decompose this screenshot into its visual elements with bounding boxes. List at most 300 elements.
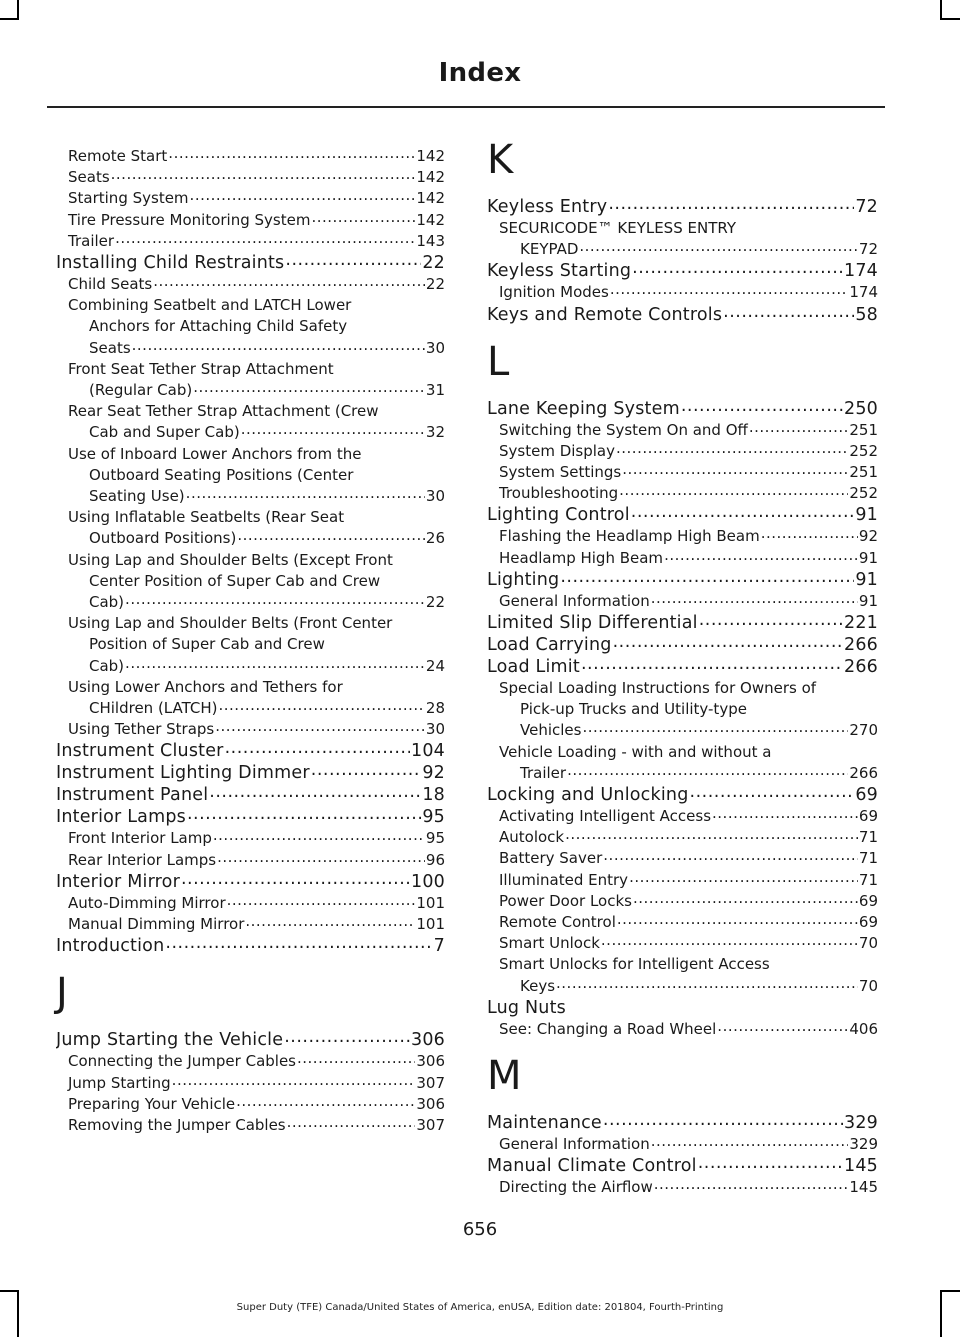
- section-letter: J: [56, 970, 68, 1017]
- dot-leader: [565, 827, 858, 845]
- index-entry-sub: [56, 274, 445, 295]
- index-entry-page: 22: [425, 593, 445, 612]
- index-entry-page: 142: [416, 189, 445, 208]
- dot-leader: [631, 504, 855, 523]
- dot-leader: [284, 1029, 410, 1048]
- index-entry-main: [56, 806, 445, 828]
- dot-leader: [681, 398, 843, 417]
- index-entry-page: 104: [410, 741, 445, 762]
- index-entry-sub: [487, 806, 878, 827]
- dot-leader: [749, 420, 849, 438]
- index-entry-page: 71: [858, 849, 878, 868]
- index-entry-sub-multiline: [56, 613, 445, 677]
- index-entry-main: [487, 634, 878, 656]
- index-entry-last-line: [56, 338, 445, 359]
- index-entry-last-line: [56, 656, 445, 677]
- dot-leader: [698, 1155, 843, 1174]
- index-entry-page: 252: [849, 484, 878, 503]
- index-entry-main: [56, 252, 445, 274]
- index-entry-sub: [56, 719, 445, 740]
- index-entry-sub-multiline: [56, 359, 445, 401]
- dot-leader: [610, 282, 849, 300]
- index-entry-label: Seats: [68, 168, 110, 187]
- index-entry-label: Load Carrying: [487, 635, 612, 656]
- dot-leader: [613, 634, 843, 653]
- index-entry-page: 270: [849, 721, 878, 740]
- index-entry-sub: [487, 1019, 878, 1040]
- index-entry-page: 91: [855, 505, 878, 526]
- dot-leader: [237, 528, 425, 546]
- index-entry-label: Keyless Entry: [487, 197, 608, 217]
- index-entry-label: Using Lap and Shoulder Belts (Front Center: [68, 614, 393, 633]
- dot-leader: [581, 656, 843, 675]
- index-entry-label: Power Door Locks: [499, 891, 632, 910]
- index-entry-sub: [56, 188, 445, 209]
- index-entry-label: Battery Saver: [499, 849, 603, 868]
- dot-leader: [582, 720, 848, 738]
- index-entry-page: 252: [849, 441, 878, 460]
- index-entry-page: 329: [849, 1135, 878, 1154]
- index-entry-sub: [56, 146, 445, 167]
- index-entry-label: Remote Control: [499, 913, 616, 932]
- crop-mark: [0, 18, 19, 20]
- index-entry-last-line: [56, 528, 445, 549]
- index-entry-page: 71: [858, 828, 878, 847]
- index-entry-sub: [487, 420, 878, 441]
- index-entry-page: 70: [858, 934, 878, 953]
- section-letter: M: [487, 1053, 522, 1100]
- index-entry-sub: [56, 1051, 445, 1072]
- index-entry-last-line: [487, 239, 878, 260]
- index-entry-last-line: [487, 976, 878, 997]
- dot-leader: [629, 870, 858, 888]
- crop-mark: [0, 1290, 19, 1292]
- index-entry-page: 251: [849, 463, 878, 482]
- index-entry-label: Using Tether Straps: [68, 720, 215, 739]
- dot-leader: [664, 548, 858, 566]
- dot-leader: [115, 231, 415, 249]
- index-entry-label: Jump Starting the Vehicle: [56, 1030, 284, 1051]
- index-entry-page: 69: [858, 913, 878, 932]
- dot-leader: [699, 612, 843, 631]
- dot-leader: [690, 784, 855, 803]
- index-entry-main: [487, 1155, 878, 1177]
- index-entry-label: Keyless Starting: [487, 261, 632, 282]
- dot-leader: [717, 1019, 848, 1037]
- index-entry-page: 69: [858, 807, 878, 826]
- index-entry-label: Lug Nuts: [487, 997, 566, 1018]
- index-entry-sub: [487, 848, 878, 869]
- index-entry-label: Auto-Dimming Mirror: [68, 893, 226, 912]
- index-entry-label: System Display: [499, 441, 615, 460]
- index-entry-page: 101: [416, 915, 445, 934]
- index-column-right: [487, 137, 878, 1198]
- index-entry-label: Limited Slip Differential: [487, 613, 698, 634]
- index-entry-sub: [487, 483, 878, 504]
- dot-leader: [186, 486, 425, 504]
- dot-leader: [619, 483, 848, 501]
- dot-leader: [556, 976, 858, 994]
- index-entry-label: Lane Keeping System: [487, 398, 680, 419]
- index-entry-page: 31: [425, 381, 445, 400]
- index-entry-main: [56, 784, 445, 806]
- index-entry-label: Front Interior Lamp: [68, 829, 212, 848]
- index-entry-page: 307: [416, 1073, 445, 1092]
- index-entry-sub: [56, 828, 445, 849]
- index-entry-sub: [56, 1115, 445, 1136]
- index-entry-sub: [487, 441, 878, 462]
- index-entry-label: Cab): [89, 593, 125, 612]
- index-entry-label: Keys: [520, 976, 556, 995]
- index-entry-page: 30: [425, 338, 445, 357]
- index-entry-sub-multiline: [56, 507, 445, 549]
- index-entry-page: 266: [843, 657, 878, 678]
- index-entry-page: 91: [855, 569, 878, 590]
- index-entry-page: 58: [855, 304, 878, 325]
- index-entry-page: 174: [843, 261, 878, 282]
- dot-leader: [603, 848, 858, 866]
- index-entry-label: Load Limit: [487, 657, 580, 678]
- index-entry-main: [487, 656, 878, 678]
- index-entry-sub: [487, 891, 878, 912]
- index-entry-sub-multiline: [56, 677, 445, 719]
- index-entry-label: Trailer: [520, 763, 567, 782]
- crop-mark: [17, 0, 19, 20]
- index-entry-sub: [487, 1134, 878, 1155]
- index-entry-page: 100: [410, 871, 445, 892]
- section-letter: L: [487, 338, 510, 385]
- index-entry-sub: [56, 1073, 445, 1094]
- index-entry-main: [487, 504, 878, 526]
- dot-leader: [632, 260, 843, 279]
- index-entry-page: 250: [843, 398, 878, 419]
- dot-leader: [215, 719, 425, 737]
- dot-leader: [125, 656, 425, 674]
- index-entry-label-continued: Anchors for Attaching Child Safety: [89, 317, 348, 336]
- index-entry-label: Switching the System On and Off: [499, 420, 748, 439]
- dot-leader: [125, 592, 425, 610]
- index-entry-label: Using Lap and Shoulder Belts (Except Front: [68, 550, 393, 569]
- index-entry-sub: [56, 1094, 445, 1115]
- index-entry-sub: [487, 912, 878, 933]
- index-entry-label: Preparing Your Vehicle: [68, 1094, 236, 1113]
- index-entry-page: 18: [422, 785, 445, 806]
- dot-leader: [181, 871, 410, 890]
- dot-leader: [567, 763, 848, 781]
- index-entry-label: CHildren (LATCH): [89, 699, 218, 718]
- index-entry-page: 145: [843, 1156, 878, 1177]
- index-entry-label: (Regular Cab): [89, 381, 193, 400]
- dot-leader: [761, 526, 858, 544]
- index-entry-main: [487, 304, 878, 326]
- dot-leader: [219, 698, 425, 716]
- index-entry-page: 266: [849, 763, 878, 782]
- index-entry-page: 91: [858, 591, 878, 610]
- index-entry-label: Keys and Remote Controls: [487, 304, 723, 325]
- index-entry-label: Front Seat Tether Strap Attachment: [68, 359, 334, 378]
- index-entry-page: 30: [425, 487, 445, 506]
- index-entry-page: 92: [422, 763, 445, 784]
- dot-leader: [225, 740, 410, 759]
- index-entry-sub: [56, 167, 445, 188]
- index-entry-label: Using Lower Anchors and Tethers for: [68, 677, 343, 696]
- index-entry-sub: [56, 893, 445, 914]
- index-entry-last-line: [56, 592, 445, 613]
- index-entry-label: Trailer: [68, 231, 115, 250]
- index-entry-page: 70: [858, 976, 878, 995]
- index-entry-sub-multiline: [56, 295, 445, 359]
- dot-leader: [241, 422, 425, 440]
- index-entry-main: [56, 740, 445, 762]
- index-entry-label: Remote Start: [68, 147, 168, 165]
- index-entry-label: Headlamp High Beam: [499, 548, 664, 567]
- dot-leader: [168, 146, 415, 164]
- index-entry-main: [56, 762, 445, 784]
- page-number: 656: [462, 1219, 498, 1240]
- dot-leader: [603, 1112, 843, 1131]
- index-entry-main: [487, 260, 878, 282]
- crop-mark: [940, 1290, 942, 1337]
- index-entry-label: Cab): [89, 656, 125, 675]
- index-entry-label: Tire Pressure Monitoring System: [68, 210, 311, 229]
- index-entry-label: Instrument Lighting Dimmer: [56, 763, 310, 784]
- index-entry-sub: [56, 210, 445, 231]
- index-entry-page: 22: [425, 275, 445, 294]
- index-entry-page: 69: [855, 785, 878, 806]
- index-entry-sub-multiline: [56, 401, 445, 443]
- dot-leader: [651, 1134, 849, 1152]
- index-entry-sub-multiline: [56, 550, 445, 614]
- index-entry-label: Instrument Panel: [56, 785, 209, 806]
- index-entry-page: 22: [422, 253, 445, 274]
- crop-mark: [941, 1290, 960, 1292]
- dot-leader: [654, 1177, 849, 1195]
- index-entry-page: 26: [425, 529, 445, 548]
- index-entry-label-continued: Pick-up Trucks and Utility-type: [520, 700, 747, 719]
- index-entry-label-continued: Outboard Seating Positions (Center: [89, 465, 354, 484]
- index-entry-sub-multiline: [487, 218, 878, 260]
- index-entry-page: 329: [843, 1113, 878, 1134]
- index-entry-page: 406: [849, 1019, 878, 1038]
- index-entry-label: Directing the Airflow: [499, 1178, 653, 1197]
- index-entry-sub-multiline: [487, 954, 878, 996]
- dot-leader: [633, 891, 858, 909]
- dot-leader: [297, 1051, 415, 1069]
- index-entry-page: 24: [425, 656, 445, 675]
- index-entry-page: 174: [849, 283, 878, 302]
- index-entry-page: 306: [410, 1030, 445, 1051]
- index-entry-label: Cab and Super Cab): [89, 423, 240, 442]
- index-entry-sub: [487, 870, 878, 891]
- index-entry-label: Maintenance: [487, 1113, 602, 1134]
- index-entry-label: System Settings: [499, 463, 622, 482]
- index-entry-label: Ignition Modes: [499, 283, 609, 302]
- dot-leader: [209, 784, 421, 803]
- dot-leader: [153, 274, 425, 292]
- dot-leader: [213, 828, 425, 846]
- index-entry-sub: [56, 850, 445, 871]
- index-entry-page: 92: [858, 527, 878, 546]
- index-entry-sub: [56, 914, 445, 935]
- index-entry-sub-multiline: [487, 678, 878, 742]
- index-entry-label: Rear Interior Lamps: [68, 850, 217, 869]
- index-entry-sub: [487, 827, 878, 848]
- index-entry-main: [487, 784, 878, 806]
- index-entry-label: Manual Climate Control: [487, 1156, 697, 1177]
- dot-leader: [311, 210, 415, 228]
- index-entry-label: Autolock: [499, 828, 565, 847]
- index-entry-sub: [487, 462, 878, 483]
- index-entry-sub-multiline: [487, 742, 878, 784]
- index-entry-page: 142: [416, 168, 445, 187]
- index-entry-sub: [487, 933, 878, 954]
- index-entry-page: 7: [433, 936, 445, 957]
- index-entry-label: Starting System: [68, 189, 189, 208]
- index-entry-page: 72: [855, 197, 878, 217]
- index-entry-main: [487, 612, 878, 634]
- index-entry-sub: [487, 548, 878, 569]
- index-entry-label: KEYPAD: [520, 240, 579, 259]
- section-letter: K: [487, 137, 514, 183]
- index-entry-label: Use of Inboard Lower Anchors from the: [68, 444, 362, 463]
- index-entry-main: [56, 871, 445, 893]
- dot-leader: [193, 380, 425, 398]
- dot-leader: [617, 912, 858, 930]
- index-entry-last-line: [487, 720, 878, 741]
- index-entry-label: Seating Use): [89, 487, 185, 506]
- index-entry-sub-multiline: [56, 444, 445, 508]
- dot-leader: [712, 806, 858, 824]
- index-entry-label: Vehicles: [520, 721, 582, 740]
- index-entry-label: Combining Seatbelt and LATCH Lower: [68, 296, 352, 315]
- index-entry-sub: [487, 591, 878, 612]
- index-entry-page: 71: [858, 870, 878, 889]
- dot-leader: [579, 239, 858, 257]
- index-entry-page: 69: [858, 891, 878, 910]
- dot-leader: [622, 462, 848, 480]
- index-entry-page: 101: [416, 893, 445, 912]
- index-entry-label: Smart Unlocks for Intelligent Access: [499, 955, 770, 974]
- dot-leader: [311, 762, 422, 781]
- index-entry-page: 32: [425, 423, 445, 442]
- index-entry-main: [487, 997, 878, 1019]
- index-entry-label: Flashing the Headlamp High Beam: [499, 527, 760, 546]
- index-entry-page: 266: [843, 635, 878, 656]
- index-entry-label: Lighting: [487, 569, 560, 590]
- index-entry-label: Connecting the Jumper Cables: [68, 1052, 296, 1071]
- index-entry-main: [56, 935, 445, 957]
- index-entry-last-line: [487, 763, 878, 784]
- index-entry-page: 142: [416, 210, 445, 229]
- index-entry-label: Activating Intelligent Access: [499, 807, 712, 826]
- index-entry-label: Illuminated Entry: [499, 870, 629, 889]
- crop-mark: [17, 1290, 19, 1337]
- index-entry-page: 306: [416, 1094, 445, 1113]
- index-entry-label-continued: Center Position of Super Cab and Crew: [89, 571, 381, 590]
- index-entry-label: General Information: [499, 591, 650, 610]
- dot-leader: [190, 188, 416, 206]
- dot-leader: [187, 806, 421, 825]
- index-entry-page: 30: [425, 720, 445, 739]
- index-entry-page: 72: [858, 240, 878, 259]
- page-title: Index: [438, 58, 522, 88]
- index-entry-page: 96: [425, 850, 445, 869]
- dot-leader: [165, 935, 432, 954]
- index-entry-main: [56, 1029, 445, 1051]
- index-entry-label: Interior Mirror: [56, 871, 180, 892]
- index-entry-last-line: [56, 486, 445, 507]
- dot-leader: [227, 893, 416, 911]
- dot-leader: [560, 569, 854, 588]
- index-entry-page: 306: [416, 1052, 445, 1071]
- index-entry-page: 95: [422, 807, 445, 828]
- index-entry-label: Vehicle Loading - with and without a: [499, 742, 772, 761]
- dot-leader: [723, 304, 854, 323]
- index-entry-page: 142: [416, 147, 445, 165]
- index-entry-label: Lighting Control: [487, 505, 630, 526]
- index-entry-label: Installing Child Restraints: [56, 253, 285, 274]
- index-entry-label: Removing the Jumper Cables: [68, 1115, 286, 1134]
- index-column-left: [56, 146, 445, 1136]
- index-entry-page: 251: [849, 420, 878, 439]
- index-entry-page: 28: [425, 699, 445, 718]
- index-entry-label: Smart Unlock: [499, 934, 600, 953]
- index-entry-label: SECURICODE™ KEYLESS ENTRY: [499, 219, 736, 237]
- index-entry-label: Jump Starting: [68, 1073, 171, 1092]
- footer-edition-text: Super Duty (TFE) Canada/United States of America, enUSA, Edition date: 201804, Fourth-Printing: [236, 1302, 724, 1313]
- crop-mark: [941, 18, 960, 20]
- index-entry-main: [487, 398, 878, 420]
- index-entry-sub: [487, 1177, 878, 1198]
- index-entry-label: Child Seats: [68, 275, 153, 294]
- index-entry-label: Rear Seat Tether Strap Attachment (Crew: [68, 402, 379, 421]
- index-entry-main: [487, 569, 878, 591]
- index-entry-sub: [56, 231, 445, 252]
- index-entry-label: Interior Lamps: [56, 807, 186, 828]
- dot-leader: [245, 914, 415, 932]
- index-entry-label: Using Inflatable Seatbelts (Rear Seat: [68, 508, 345, 527]
- dot-leader: [608, 196, 854, 215]
- index-entry-label: Troubleshooting: [499, 484, 619, 503]
- dot-leader: [111, 167, 416, 185]
- index-entry-page: 145: [849, 1178, 878, 1197]
- index-entry-page: 221: [843, 613, 878, 634]
- index-entry-last-line: [56, 422, 445, 443]
- index-entry-label: See: Changing a Road Wheel: [499, 1019, 717, 1038]
- header-divider: [47, 106, 885, 108]
- index-entry-label: Instrument Cluster: [56, 741, 224, 762]
- index-entry-sub: [487, 282, 878, 303]
- index-entry-page: 307: [416, 1115, 445, 1134]
- index-entry-last-line: [56, 698, 445, 719]
- index-entry-main: [487, 1112, 878, 1134]
- dot-leader: [217, 850, 425, 868]
- dot-leader: [601, 933, 858, 951]
- index-entry-label: Outboard Positions): [89, 529, 237, 548]
- index-entry-label: Special Loading Instructions for Owners of: [499, 679, 817, 698]
- index-entry-label-continued: Position of Super Cab and Crew: [89, 635, 325, 654]
- dot-leader: [287, 1115, 416, 1133]
- crop-mark: [940, 0, 942, 20]
- index-entry-label: Seats: [89, 338, 131, 357]
- index-entry-page: 91: [858, 548, 878, 567]
- dot-leader: [285, 252, 421, 271]
- dot-leader: [616, 441, 848, 459]
- index-entry-last-line: [56, 380, 445, 401]
- index-entry-main: [487, 196, 878, 218]
- index-entry-label: General Information: [499, 1135, 650, 1154]
- dot-leader: [132, 338, 425, 356]
